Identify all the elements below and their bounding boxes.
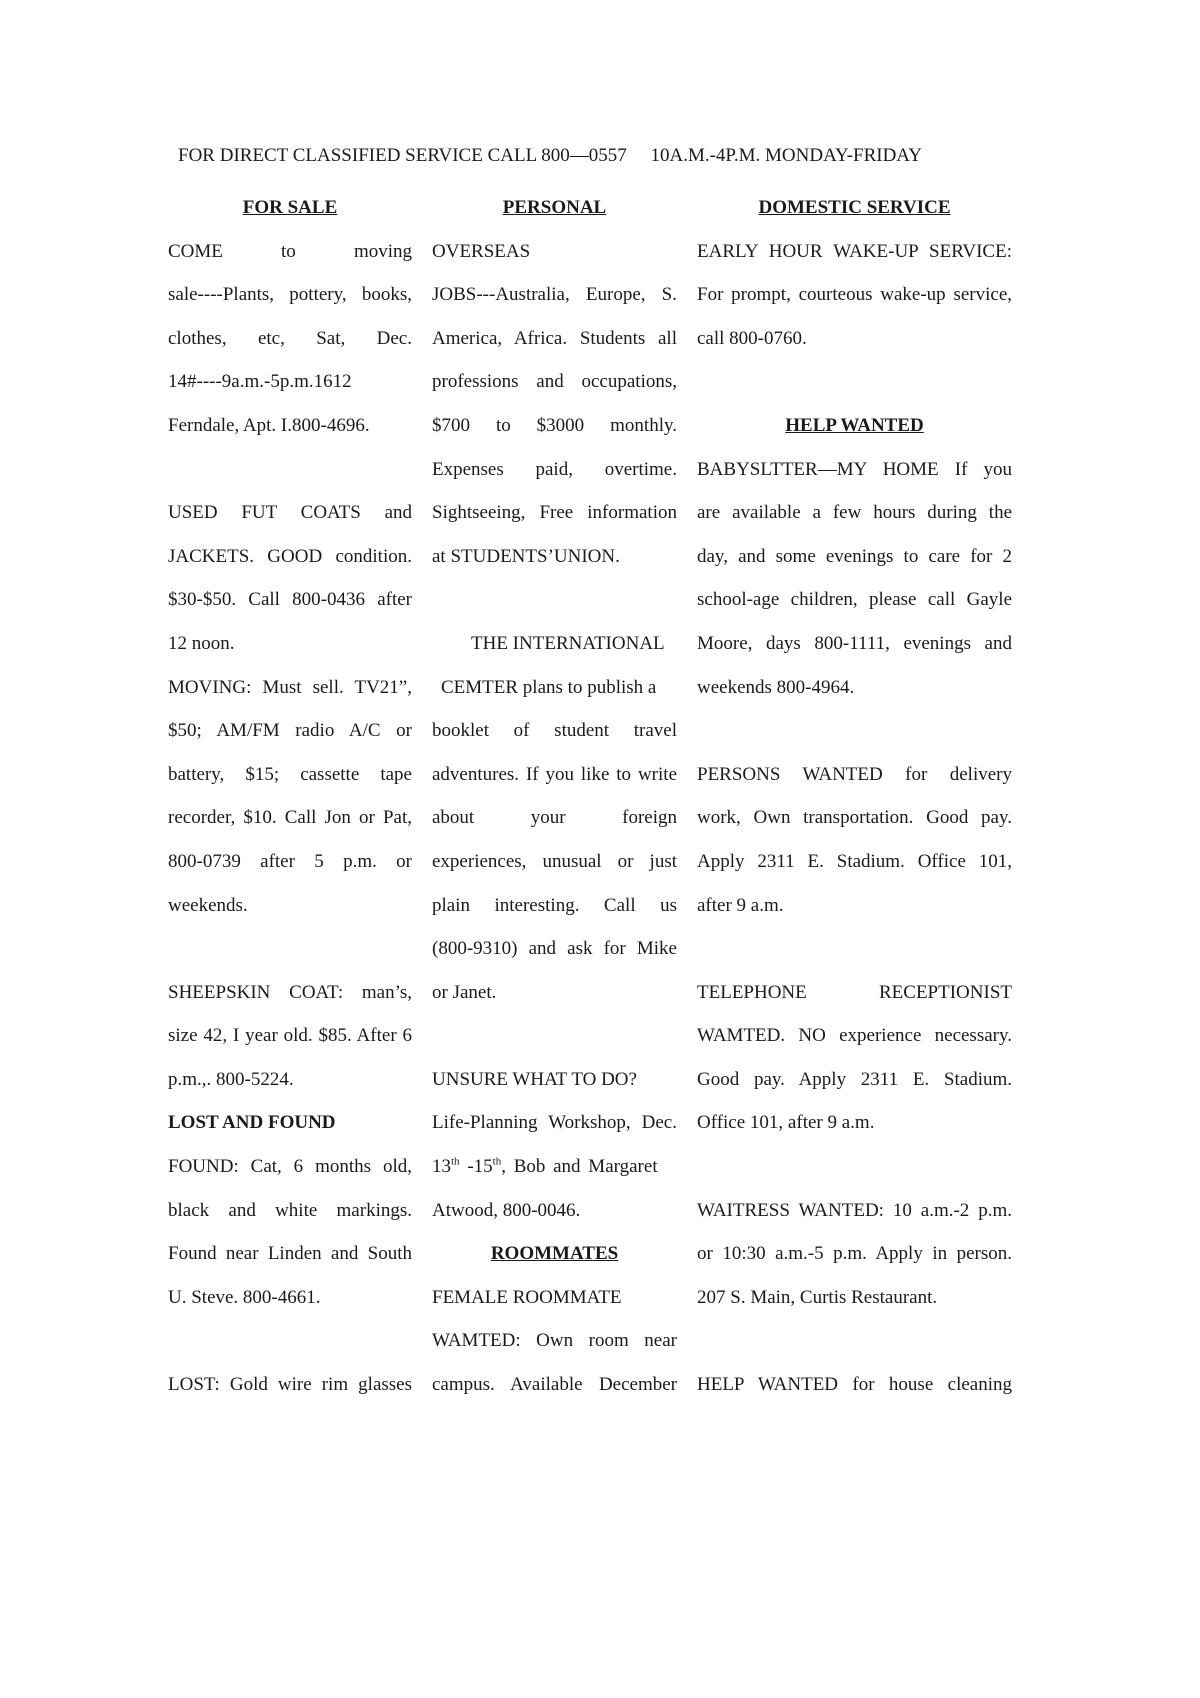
ad-line: CEMTER plans to publish a — [441, 676, 657, 698]
ad-line: or 10:30 a.m.-5 p.m. Apply in person. — [697, 1243, 1012, 1265]
ad-line: weekends. — [168, 894, 248, 916]
ad-line: size 42, I year old. $85. After 6 — [168, 1025, 412, 1047]
spacer — [697, 1319, 1012, 1363]
ad-line: $30-$50. Call 800-0436 after — [168, 589, 412, 611]
spacer — [432, 578, 677, 622]
ad-line: (800-9310) and ask for Mike — [432, 938, 677, 960]
page-header: FOR DIRECT CLASSIFIED SERVICE CALL 800—0557 10A.M.-4P.M. MONDAY-FRIDAY — [178, 145, 922, 166]
ad-line: For prompt, courteous wake-up service, — [697, 284, 1012, 306]
ad-line: Office 101, after 9 a.m. — [697, 1112, 875, 1134]
ad-line: black and white markings. — [168, 1199, 412, 1221]
ad-line: $700 to $3000 monthly. — [432, 414, 677, 436]
ad-line: TELEPHONE RECEPTIONIST — [697, 981, 1012, 1003]
ad-line: WAITRESS WANTED: 10 a.m.-2 p.m. — [697, 1199, 1012, 1221]
ad-line: Good pay. Apply 2311 E. Stadium. — [697, 1068, 1012, 1090]
ad-line: Ferndale, Apt. I.800-4696. — [168, 414, 370, 436]
ad-line: about your foreign — [432, 807, 677, 829]
ad-line: UNSURE WHAT TO DO? — [432, 1068, 637, 1090]
ad-line: experiences, unusual or just — [432, 850, 677, 872]
ad-line: plain interesting. Call us — [432, 894, 677, 916]
ad-line: work, Own transportation. Good pay. — [697, 807, 1012, 829]
ad-line: sale----Plants, pottery, books, — [168, 284, 412, 306]
column-for-sale — [168, 186, 412, 1407]
section-heading-domestic-service: DOMESTIC SERVICE — [758, 197, 951, 218]
ad-line: 207 S. Main, Curtis Restaurant. — [697, 1286, 938, 1308]
ad-line: 14#----9a.m.-5p.m.1612 — [168, 371, 352, 393]
ad-line: battery, $15; cassette tape — [168, 763, 412, 785]
spacer — [697, 709, 1012, 753]
section-heading-lost-and-found: LOST AND FOUND — [168, 1112, 336, 1134]
ad-line: EARLY HOUR WAKE-UP SERVICE: — [697, 240, 1012, 262]
spacer — [697, 1145, 1012, 1189]
spacer — [432, 1014, 677, 1058]
ad-line: JOBS---Australia, Europe, S. — [432, 284, 677, 306]
section-heading-personal: PERSONAL — [502, 197, 607, 218]
ad-line: WAMTED. NO experience necessary. — [697, 1025, 1012, 1047]
spacer — [168, 927, 412, 971]
ad-line: recorder, $10. Call Jon or Pat, — [168, 807, 412, 829]
ad-line: adventures. If you like to write — [432, 763, 677, 785]
ad-line: call 800-0760. — [697, 327, 807, 349]
spacer — [697, 927, 1012, 971]
ad-line: WAMTED: Own room near — [432, 1330, 677, 1352]
ad-line: COME to moving — [168, 240, 412, 262]
section-heading-roommates: ROOMMATES — [490, 1243, 619, 1265]
ad-line: Found near Linden and South — [168, 1243, 412, 1265]
ad-line: Moore, days 800-1111, evenings and — [697, 632, 1012, 654]
ad-line: Atwood, 800-0046. — [432, 1199, 581, 1221]
ad-line: day, and some evenings to care for 2 — [697, 545, 1012, 567]
ad-line: 12 noon. — [168, 632, 235, 654]
ad-line: campus. Available December — [432, 1374, 677, 1396]
ad-line: professions and occupations, — [432, 371, 677, 393]
ad-line: America, Africa. Students all — [432, 327, 677, 349]
ad-line: or Janet. — [432, 981, 497, 1003]
ad-line: p.m.,. 800-5224. — [168, 1068, 294, 1090]
ad-line: are available a few hours during the — [697, 502, 1012, 524]
ad-line: LOST: Gold wire rim glasses — [168, 1374, 412, 1396]
ad-line: clothes, etc, Sat, Dec. — [168, 327, 412, 349]
ad-line: PERSONS WANTED for delivery — [697, 763, 1012, 785]
section-heading-help-wanted: HELP WANTED — [785, 414, 924, 436]
ad-line: THE INTERNATIONAL — [471, 632, 665, 654]
ad-line-dates: 13th -15th, Bob and Margaret — [432, 1155, 658, 1178]
ad-line: JACKETS. GOOD condition. — [168, 545, 412, 567]
ad-line: Apply 2311 E. Stadium. Office 101, — [697, 850, 1012, 872]
ad-line: weekends 800-4964. — [697, 676, 855, 698]
column-personal — [432, 186, 677, 1407]
ad-line: Sightseeing, Free information — [432, 502, 677, 524]
ad-line: Expenses paid, overtime. — [432, 458, 677, 480]
ad-line: MOVING: Must sell. TV21”, — [168, 676, 412, 698]
ad-line: after 9 a.m. — [697, 894, 784, 916]
column-domestic-help — [697, 186, 1012, 1407]
ad-line: SHEEPSKIN COAT: man’s, — [168, 981, 412, 1003]
ad-line: at STUDENTS’UNION. — [432, 545, 620, 567]
ad-line: USED FUT COATS and — [168, 502, 412, 524]
section-heading-for-sale: FOR SALE — [242, 197, 338, 218]
ad-line: U. Steve. 800-4661. — [168, 1286, 321, 1308]
spacer — [168, 1319, 412, 1363]
spacer — [697, 360, 1012, 404]
ad-line: HELP WANTED for house cleaning — [697, 1374, 1012, 1396]
ad-line: $50; AM/FM radio A/C or — [168, 720, 412, 742]
ad-line: BABYSLTTER—MY HOME If you — [697, 458, 1012, 480]
ad-line: FEMALE ROOMMATE — [432, 1286, 622, 1308]
ad-line: FOUND: Cat, 6 months old, — [168, 1156, 412, 1178]
ad-line: booklet of student travel — [432, 720, 677, 742]
ad-line: school-age children, please call Gayle — [697, 589, 1012, 611]
ad-line: OVERSEAS — [432, 240, 531, 262]
spacer — [168, 448, 412, 492]
ad-line: 800-0739 after 5 p.m. or — [168, 850, 412, 872]
ad-line: Life-Planning Workshop, Dec. — [432, 1112, 677, 1134]
